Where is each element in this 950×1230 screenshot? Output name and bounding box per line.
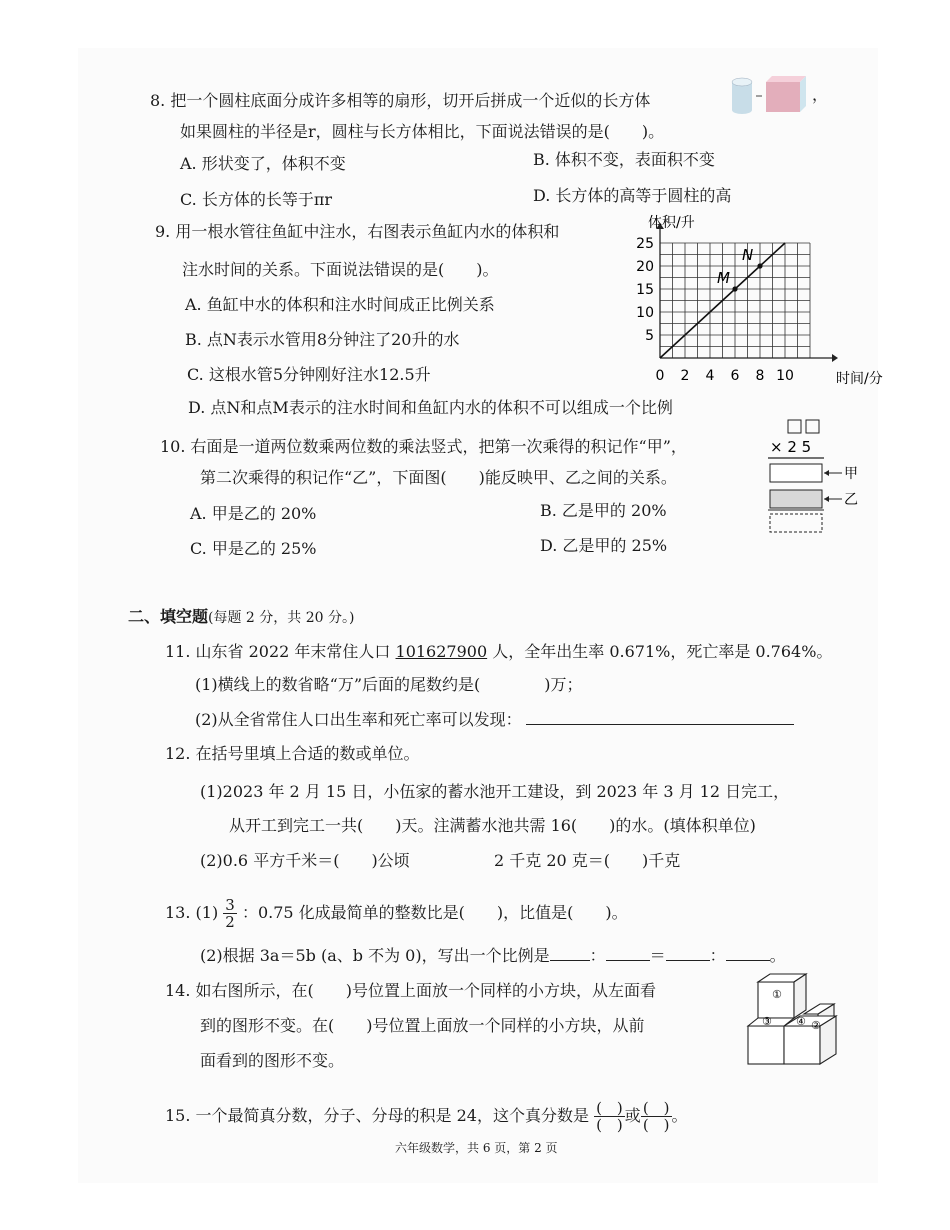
y-tick-label: 25 — [636, 236, 654, 252]
answer-denominator-1: ( ) — [596, 1116, 623, 1134]
cube-label-1: ① — [772, 988, 782, 1001]
cuboid-icon — [766, 76, 806, 112]
point-label-m: M — [717, 269, 730, 287]
x-tick-label: 8 — [755, 368, 765, 384]
cylinder-icon — [732, 78, 752, 114]
cube-label-4: ④ — [796, 1015, 806, 1028]
answer-denominator-2: ( ) — [642, 1116, 670, 1134]
q12-part1a: (1)2023 年 2 月 15 日，小伍家的蓄水池开工建设，到 2023 年 3 月 12 日完工， — [200, 782, 790, 801]
q9-option-a: A. 鱼缸中水的体积和注水时间成正比例关系 — [185, 295, 495, 314]
answer-fraction-1[interactable] — [594, 1100, 625, 1133]
product-box — [770, 514, 822, 532]
q14-line2: 到的图形不变。在( )号位置上面放一个同样的小方块，从前 — [200, 1016, 645, 1035]
point-label-n: N — [742, 246, 754, 264]
q12-part1b: 从开工到完工一共( )天。注满蓄水池共需 16( )的水。(填体积单位) — [229, 816, 756, 835]
answer-numerator-1: ( ) — [596, 1099, 623, 1117]
jia-label: 甲 — [844, 466, 858, 482]
q10-option-b: B. 乙是甲的 20% — [540, 501, 667, 520]
yi-box — [770, 490, 822, 508]
multiplication-figure — [762, 418, 862, 538]
answer-fraction-2[interactable] — [641, 1100, 672, 1133]
point-n — [757, 263, 762, 268]
q8-comma: ， — [812, 85, 829, 104]
q11-part1: (1)横线上的数省略“万”后面的尾数约是( )万； — [195, 675, 583, 694]
q13-part1 — [165, 897, 628, 930]
yi-label: 乙 — [844, 492, 858, 508]
x-axis-label: 时间/分 — [836, 371, 883, 387]
cube-figure — [740, 966, 850, 1076]
q9-option-d: D. 点N和点M表示的注水时间和鱼缸内水的体积不可以组成一个比例 — [188, 398, 673, 417]
q10-line1: 10. 右面是一道两位数乘两位数的乘法竖式，把第一次乘得的积记作“甲”， — [160, 437, 687, 456]
q13-part2-text: (2)根据 3a＝5b (a、b 不为 0)，写出一个比例是 — [200, 946, 550, 965]
q11-post: 人，全年出生率 0.671%，死亡率是 0.764%。 — [487, 642, 833, 661]
y-tick-label: 20 — [636, 259, 654, 275]
q8-line2: 如果圆柱的半径是r，圆柱与长方体相比，下面说法错误的是( )。 — [180, 122, 665, 141]
q11-part2-text: (2)从全省常住人口出生率和死亡率可以发现： — [195, 710, 522, 729]
q10-option-c: C. 甲是乙的 25% — [190, 539, 317, 558]
y-tick-label: 5 — [645, 328, 654, 344]
q8-option-b: B. 体积不变，表面积不变 — [533, 150, 715, 169]
digit-box — [788, 420, 801, 433]
cylinder-cuboid-figure — [726, 72, 821, 117]
y-tick-label: 15 — [636, 282, 654, 298]
volume-time-chart — [620, 205, 883, 420]
q15-text: 15. 一个最简真分数，分子、分母的积是 24，这个真分数是 — [165, 1106, 589, 1125]
x-tick-label: 0 — [655, 368, 665, 384]
x-tick-label: 2 — [680, 368, 690, 384]
q11-pre: 11. 山东省 2022 年末常住人口 — [165, 642, 396, 661]
q13-part2 — [200, 944, 786, 967]
answer-numerator-2: ( ) — [642, 1099, 670, 1117]
q12-line1: 12. 在括号里填上合适的数或单位。 — [165, 744, 420, 763]
chart-grid — [660, 243, 810, 358]
section-2-title: 二、填空题 — [128, 607, 209, 626]
q10-line2: 第二次乘得的积记作“乙”，下面图( )能反映甲、乙之间的关系。 — [200, 468, 677, 487]
multiplier-text: × 2 5 — [770, 438, 812, 456]
q12-part2b: 2 千克 20 克＝( )千克 — [494, 851, 681, 870]
ratio-blank-2[interactable] — [606, 944, 650, 961]
q9-option-c: C. 这根水管5分钟刚好注水12.5升 — [187, 365, 431, 384]
fraction-three-halves — [223, 897, 237, 930]
cube-label-2: ② — [811, 1019, 821, 1032]
x-tick-label: 6 — [730, 368, 740, 384]
q11-line1 — [165, 641, 832, 663]
q13-part1-text: ：0.75 化成最简单的整数比是( )，比值是( )。 — [241, 903, 628, 922]
q15-end: 。 — [671, 1106, 688, 1125]
q15-line — [165, 1100, 688, 1133]
q13-label: 13. (1) — [165, 903, 219, 922]
q12-part2a: (2)0.6 平方千米＝( )公顷 — [200, 851, 410, 870]
jia-box — [770, 464, 822, 482]
q10-option-a: A. 甲是乙的 20% — [190, 504, 317, 523]
fraction-numerator: 3 — [225, 896, 235, 914]
q8-option-c: C. 长方体的长等于πr — [180, 190, 333, 209]
x-tick-labels — [656, 368, 794, 384]
y-tick-label: 10 — [636, 305, 654, 321]
ratio-blank-1[interactable] — [550, 944, 590, 961]
fraction-denominator: 2 — [225, 913, 235, 931]
ratio-blank-3[interactable] — [666, 944, 710, 961]
x-tick-label: 10 — [776, 368, 794, 384]
x-tick-label: 4 — [705, 368, 715, 384]
q8-option-d: D. 长方体的高等于圆柱的高 — [533, 186, 732, 205]
q10-option-d: D. 乙是甲的 25% — [540, 536, 668, 555]
cube-label-3: ③ — [762, 1015, 772, 1028]
q8-line1: 8. 把一个圆柱底面分成许多相等的扇形，切开后拼成一个近似的长方体 — [150, 91, 651, 110]
ratio-colon-1: ： — [589, 946, 606, 965]
x-axis-arrow — [832, 354, 838, 362]
q11-population-number: 101627900 — [395, 642, 488, 661]
q9-line2: 注水时间的关系。下面说法错误的是( )。 — [182, 260, 499, 279]
section-2-heading — [128, 606, 354, 629]
q15-or: 或 — [624, 1106, 641, 1125]
q13-end: 。 — [769, 946, 786, 965]
digit-box — [806, 420, 819, 433]
ratio-equals: ＝ — [649, 946, 666, 965]
q11-answer-line[interactable] — [526, 708, 794, 725]
ratio-colon-2: ： — [709, 946, 726, 965]
q8-option-a: A. 形状变了，体积不变 — [180, 154, 346, 173]
y-tick-labels — [636, 236, 654, 344]
q14-line1: 14. 如右图所示，在( )号位置上面放一个同样的小方块，从左面看 — [165, 981, 657, 1000]
q9-line1: 9. 用一根水管往鱼缸中注水，右图表示鱼缸内水的体积和 — [155, 222, 560, 241]
ratio-blank-4[interactable] — [726, 944, 770, 961]
page-footer: 六年级数学，共 6 页，第 2 页 — [395, 1141, 558, 1155]
q14-line3: 面看到的图形不变。 — [200, 1051, 345, 1070]
q11-part2 — [195, 708, 794, 731]
section-2-note: (每题 2 分，共 20 分。) — [208, 610, 355, 626]
q9-option-b: B. 点N表示水管用8分钟注了20升的水 — [185, 330, 460, 349]
y-axis-label: 体积/升 — [648, 215, 695, 231]
point-m — [732, 286, 737, 291]
